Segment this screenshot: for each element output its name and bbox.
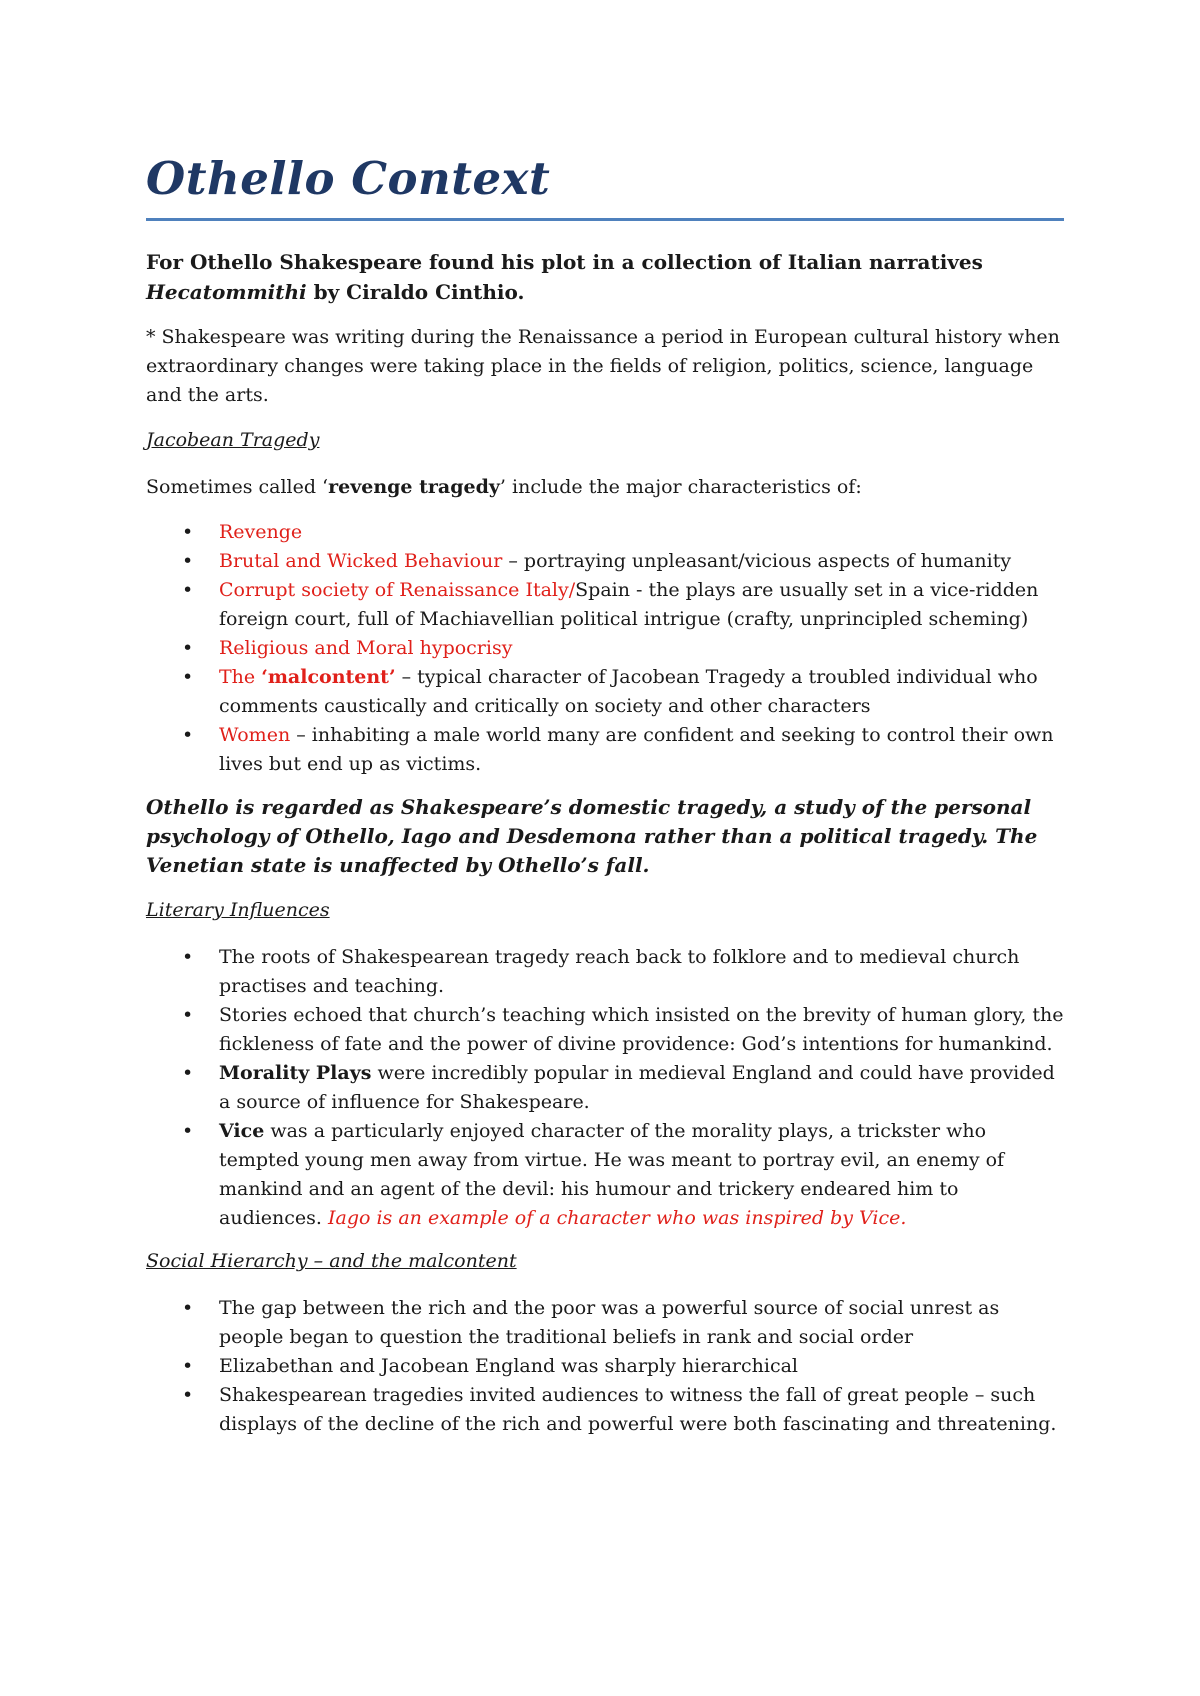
list-item <box>182 663 1064 721</box>
list-item <box>182 1352 1064 1381</box>
jacobean-intro-pre: Sometimes called ‘ <box>146 476 329 498</box>
list-item-highlight-bold: ‘malcontent’ <box>261 666 396 688</box>
list-item <box>182 721 1064 779</box>
list-item-highlight: Iago is an example of a character who was inspired by Vice. <box>328 1207 907 1229</box>
list-item-highlight: Revenge <box>219 521 303 543</box>
section-heading-social: Social Hierarchy – and the malcontent <box>146 1250 517 1272</box>
jacobean-intro-term: revenge tragedy <box>328 476 500 498</box>
bullet-icon: • <box>182 1004 194 1026</box>
bullet-icon: • <box>182 724 194 746</box>
bullet-icon: • <box>182 1120 194 1142</box>
list-item-text: The gap between the rich and the poor was a powerful source of social unrest as people began to question the traditional beliefs in rank and social order <box>219 1297 1000 1348</box>
bullet-icon: • <box>182 1384 194 1406</box>
list-item <box>182 634 1064 663</box>
list-item <box>182 1059 1064 1117</box>
list-item <box>182 576 1064 634</box>
list-item-highlight: Women <box>219 724 291 746</box>
list-item <box>182 1294 1064 1352</box>
bullet-icon: • <box>182 637 194 659</box>
section-heading-literary: Literary Influences <box>146 899 330 921</box>
bullet-icon: • <box>182 1355 194 1377</box>
list-item-highlight: Corrupt society of Renaissance Italy/ <box>219 579 576 601</box>
jacobean-characteristics-list <box>146 518 1064 779</box>
bullet-icon: • <box>182 550 194 572</box>
list-item <box>182 518 1064 547</box>
jacobean-intro <box>146 473 1064 502</box>
page-title: Othello Context <box>146 152 551 205</box>
literary-influences-list <box>146 943 1064 1233</box>
renaissance-paragraph: * Shakespeare was writing during the Renaissance a period in European cultural history when extraordinary changes were taking place in the fields of religion, politics, science, language and the arts. <box>146 326 1060 406</box>
intro-line: For Othello Shakespeare found his plot in a collection of Italian narratives <box>146 250 983 274</box>
section-heading-jacobean: Jacobean Tragedy <box>146 429 320 451</box>
bullet-icon: • <box>182 579 194 601</box>
list-item-highlight: Religious and Moral hypocrisy <box>219 637 513 659</box>
social-hierarchy-list <box>146 1294 1064 1439</box>
document-page <box>146 150 1064 1453</box>
list-item <box>182 1381 1064 1439</box>
bullet-icon: • <box>182 521 194 543</box>
intro-paragraph <box>146 247 1064 307</box>
bullet-icon: • <box>182 1297 194 1319</box>
list-item-text: – inhabiting a male world many are confident and seeking to control their own lives but end up as victims. <box>219 724 1054 775</box>
book-title: Hecatommithi <box>146 280 307 304</box>
list-item-term: Vice <box>219 1120 265 1142</box>
list-item-highlight: Brutal and Wicked Behaviour <box>219 550 503 572</box>
list-item <box>182 547 1064 576</box>
domestic-tragedy-statement: Othello is regarded as Shakespeare’s domestic tragedy, a study of the personal psychology of Othello, Iago and Desdemona rather than a political tragedy. The Venetian state is unaffected by Othello’s fall. <box>146 795 1038 877</box>
list-item-text: The roots of Shakespearean tragedy reach back to folklore and to medieval church practises and teaching. <box>219 946 1020 997</box>
list-item-term: Morality Plays <box>219 1062 372 1084</box>
list-item-text: Stories echoed that church’s teaching which insisted on the brevity of human glory, the fickleness of fate and the power of divine providence: God’s intentions for humankind. <box>219 1004 1064 1055</box>
list-item <box>182 943 1064 1001</box>
bullet-icon: • <box>182 946 194 968</box>
list-item-text: – typical character of Jacobean Tragedy a troubled individual who comments caustically and critically on society and other characters <box>219 666 1038 717</box>
list-item-text: Spain - the plays are usually set in a vice-ridden foreign court, full of Machiavellian political intrigue (crafty, unprincipled scheming) <box>219 579 1039 630</box>
bullet-icon: • <box>182 1062 194 1084</box>
book-author: by Ciraldo Cinthio. <box>306 280 525 304</box>
list-item-text: were incredibly popular in medieval England and could have provided a source of influence for Shakespeare. <box>219 1062 1055 1113</box>
list-item <box>182 1001 1064 1059</box>
title-underline-divider <box>146 218 1064 221</box>
list-item <box>182 1117 1064 1233</box>
list-item-highlight: The <box>219 666 262 688</box>
jacobean-intro-post: ’ include the major characteristics of: <box>499 476 862 498</box>
list-item-text: was a particularly enjoyed character of the morality plays, a trickster who tempted young men away from virtue. He was meant to portray evil, an enemy of mankind and an agent of the devil: his humour and trickery endeared him to audiences. <box>219 1120 1005 1229</box>
list-item-text: Shakespearean tragedies invited audiences to witness the fall of great people – such displays of the decline of the rich and powerful were both fascinating and threatening. <box>219 1384 1057 1435</box>
bullet-icon: • <box>182 666 194 688</box>
list-item-text: Elizabethan and Jacobean England was sharply hierarchical <box>219 1355 798 1377</box>
list-item-text: – portraying unpleasant/vicious aspects of humanity <box>502 550 1012 572</box>
